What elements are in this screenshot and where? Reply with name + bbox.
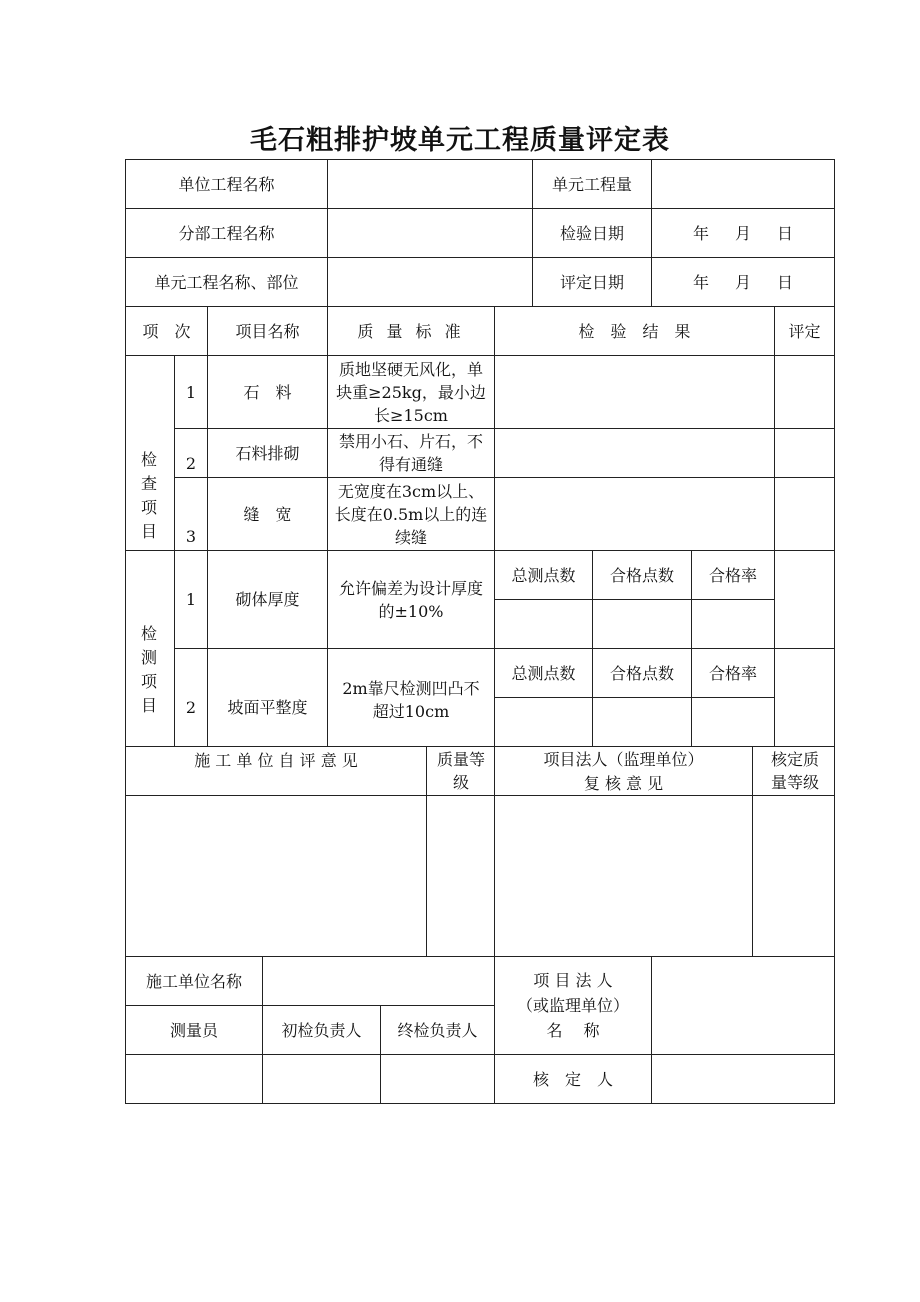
inspection-date-field[interactable] <box>652 209 834 257</box>
inspection-row-2-rating[interactable] <box>775 429 834 477</box>
evaluation-date-field[interactable] <box>652 258 834 306</box>
inspection-row-3-result[interactable] <box>495 478 774 550</box>
inspection-row-1-result[interactable] <box>495 356 774 428</box>
contractor-self-eval-field[interactable] <box>126 796 426 956</box>
inspection-row-2-name: 石料排砌 <box>235 443 300 463</box>
inspection-row-2-result[interactable] <box>495 429 774 477</box>
inspection-row-1-standard: 质地坚硬无风化，单块重≥25kg，最小边长≥15cm <box>336 359 486 425</box>
verifier-field[interactable] <box>652 1055 834 1103</box>
owner-name-label-line3: 名 称 <box>546 1020 600 1040</box>
measurement-row-1-pass-rate-label: 合格率 <box>708 565 757 585</box>
unit-work-quantity-field[interactable] <box>652 160 834 208</box>
column-item-name: 项目名称 <box>235 321 300 341</box>
day-label: 日 <box>777 272 794 292</box>
measurement-row-1-qualified-points-label: 合格点数 <box>609 565 674 585</box>
inspection-row-3-no: 3 <box>185 526 197 546</box>
unit-work-quantity-label: 单元工程量 <box>551 174 632 194</box>
owner-name-label-line1: 项 目 法 人 <box>533 970 613 990</box>
initial-inspector-label: 初检负责人 <box>281 1020 362 1040</box>
measurement-row-1-rating[interactable] <box>775 551 834 648</box>
inspection-row-3-rating[interactable] <box>775 478 834 550</box>
contractor-self-eval-label: 施 工 单 位 自 评 意 见 <box>194 750 358 770</box>
evaluation-date-label: 评定日期 <box>559 272 624 292</box>
quality-grade-label: 质量等级 <box>437 750 486 792</box>
inspection-row-1-rating[interactable] <box>775 356 834 428</box>
owner-name-label-line2: （或监理单位） <box>516 995 629 1015</box>
verified-grade-label: 核定质量等级 <box>770 750 819 792</box>
measurement-row-1-standard: 允许偏差为设计厚度的±10% <box>338 578 483 621</box>
measurement-items-group-label: 检测项目 <box>140 624 157 715</box>
measurement-row-2-name: 坡面平整度 <box>227 698 308 717</box>
surveyor-label: 测量员 <box>169 1020 218 1040</box>
inspection-row-3-standard: 无宽度在3cm以上、长度在0.5m以上的连续缝 <box>334 481 488 547</box>
division-project-name-field[interactable] <box>328 209 532 257</box>
column-item-no: 项 次 <box>142 321 191 341</box>
month-label: 月 <box>734 223 751 243</box>
unit-work-name-location-field[interactable] <box>328 258 532 306</box>
column-rating: 评定 <box>788 321 821 341</box>
unit-project-name-field[interactable] <box>328 160 532 208</box>
measurement-row-1-qualified-points-value[interactable] <box>593 600 691 648</box>
initial-inspector-field[interactable] <box>263 1055 380 1103</box>
day-label: 日 <box>777 223 794 243</box>
verified-grade-field[interactable] <box>753 796 834 956</box>
surveyor-field[interactable] <box>126 1055 262 1103</box>
owner-review-label: 项目法人（监理单位） <box>543 749 704 769</box>
inspection-row-2-no: 2 <box>185 454 197 473</box>
inspection-row-2-standard: 禁用小石、片石，不得有通缝 <box>338 432 483 474</box>
contractor-name-field[interactable] <box>263 957 494 1005</box>
contractor-name-label: 施工单位名称 <box>145 971 242 991</box>
measurement-row-2-pass-rate-label: 合格率 <box>708 663 757 683</box>
division-project-name-label: 分部工程名称 <box>178 223 275 243</box>
measurement-row-1-no: 1 <box>185 590 197 609</box>
month-label: 月 <box>734 272 751 292</box>
year-label: 年 <box>692 223 709 243</box>
measurement-row-2-standard: 2m靠尺检测凹凸不超过10cm <box>342 678 480 721</box>
unit-work-name-location-label: 单元工程名称、部位 <box>154 272 299 292</box>
final-inspector-field[interactable] <box>381 1055 494 1103</box>
column-inspection-result: 检 验 结 果 <box>578 321 691 341</box>
measurement-row-2-no: 2 <box>185 698 197 717</box>
inspection-row-1-name: 石 料 <box>243 382 292 402</box>
year-label: 年 <box>692 272 709 292</box>
owner-name-field[interactable] <box>652 957 834 1054</box>
inspection-row-3-name: 缝 宽 <box>243 504 292 524</box>
unit-project-name-label: 单位工程名称 <box>178 174 275 194</box>
inspection-date-label: 检验日期 <box>559 223 624 243</box>
measurement-row-1-total-points-label: 总测点数 <box>511 565 576 585</box>
final-inspector-label: 终检负责人 <box>397 1020 478 1040</box>
column-quality-standard: 质 量 标 准 <box>357 321 465 341</box>
measurement-row-2-total-points-value[interactable] <box>495 698 592 746</box>
quality-grade-field[interactable] <box>427 796 494 956</box>
measurement-row-2-qualified-points-value[interactable] <box>593 698 691 746</box>
measurement-row-2-pass-rate-value[interactable] <box>692 698 774 746</box>
measurement-row-2-qualified-points-label: 合格点数 <box>609 663 674 683</box>
owner-review-label-2: 复 核 意 见 <box>583 773 664 793</box>
inspection-row-1-no: 1 <box>185 382 197 402</box>
verifier-label: 核 定 人 <box>532 1069 613 1089</box>
measurement-row-1-name: 砌体厚度 <box>235 590 300 609</box>
page-title: 毛石粗排护坡单元工程质量评定表 <box>250 125 670 156</box>
inspection-items-group-label: 检查项目 <box>140 450 157 541</box>
measurement-row-1-total-points-value[interactable] <box>495 600 592 648</box>
owner-review-field[interactable] <box>495 796 752 956</box>
measurement-row-1-pass-rate-value[interactable] <box>692 600 774 648</box>
measurement-row-2-rating[interactable] <box>775 649 834 746</box>
measurement-row-2-total-points-label: 总测点数 <box>511 663 576 683</box>
